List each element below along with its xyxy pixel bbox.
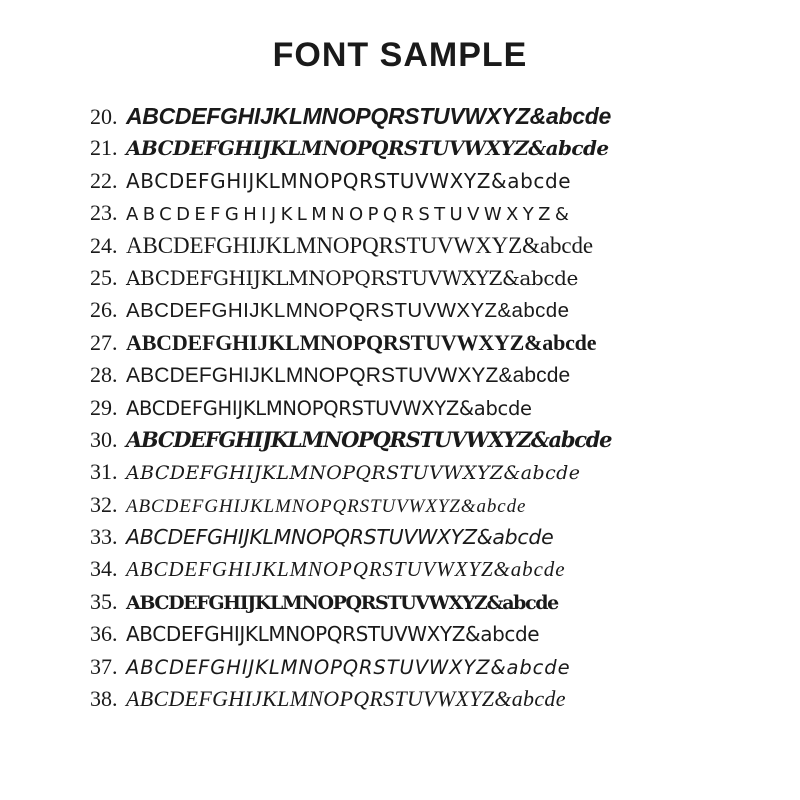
font-sample-row	[90, 294, 730, 326]
sample-text: ABCDEFGHIJKLMNOPQRSTUVWXYZ&abcde	[126, 299, 570, 323]
sample-text: ABCDEFGHIJKLMNOPQRSTUVWXYZ&abcde	[126, 232, 593, 258]
sample-text: ABCDEFGHIJKLMNOPQRSTUVWXYZ&	[126, 204, 574, 226]
font-sample-row	[90, 327, 730, 359]
font-sample-row	[90, 230, 730, 262]
font-sample-row	[90, 424, 730, 456]
sample-text: ABCDEFGHIJKLMNOPQRSTUVWXYZ&abcde	[126, 557, 566, 582]
sample-number: 35.	[90, 588, 118, 614]
font-sample-row	[90, 521, 730, 553]
font-sample-row	[90, 197, 730, 229]
sample-number: 32.	[90, 491, 118, 517]
font-sample-row	[90, 100, 730, 132]
sample-number: 22.	[90, 167, 118, 193]
font-sample-list	[90, 100, 730, 715]
sample-text: ABCDEFGHIJKLMNOPQRSTUVWXYZ&abcde	[126, 686, 566, 712]
sample-text: ABCDEFGHIJKLMNOPQRSTUVWXYZ&abcde	[126, 655, 571, 679]
sample-number: 21.	[90, 135, 118, 161]
sample-number: 29.	[90, 394, 118, 420]
sample-text: ABCDEFGHIJKLMNOPQRSTUVWXYZ&abcde	[126, 136, 609, 161]
sample-text: ABCDEFGHIJKLMNOPQRSTUVWXYZ&abcde	[126, 396, 532, 420]
sample-number: 37.	[90, 653, 118, 679]
font-sample-row	[90, 359, 730, 391]
font-sample-row	[90, 262, 730, 294]
font-sample-row	[90, 456, 730, 488]
sample-text: ABCDEFGHIJKLMNOPQRSTUVWXYZ&abcde	[126, 495, 527, 517]
sample-number: 20.	[90, 104, 118, 129]
sample-number: 25.	[90, 264, 118, 290]
sample-text: ABCDEFGHIJKLMNOPQRSTUVWXYZ&abcde	[126, 329, 597, 355]
sample-text: ABCDEFGHIJKLMNOPQRSTUVWXYZ&abcde	[126, 168, 572, 193]
sample-number: 34.	[90, 556, 118, 582]
sample-number: 23.	[90, 200, 118, 226]
font-sample-row	[90, 618, 730, 650]
font-sample-row	[90, 651, 730, 683]
sample-number: 27.	[90, 329, 118, 355]
font-sample-row	[90, 586, 730, 618]
sample-number: 30.	[90, 426, 118, 452]
font-sample-row	[90, 132, 730, 164]
font-sample-row	[90, 553, 730, 585]
sample-text: ABCDEFGHIJKLMNOPQRSTUVWXYZ&abcde	[126, 622, 540, 647]
sample-text: ABCDEFGHIJKLMNOPQRSTUVWXYZ&abcde	[126, 265, 578, 290]
sample-number: 33.	[90, 524, 118, 550]
sample-number: 28.	[90, 362, 118, 388]
sample-text: ABCDEFGHIJKLMNOPQRSTUVWXYZ&abcde	[126, 426, 612, 452]
sample-text: ABCDEFGHIJKLMNOPQRSTUVWXYZ&abcde	[126, 364, 571, 388]
font-sample-row	[90, 489, 730, 521]
sample-number: 31.	[90, 459, 118, 485]
sample-number: 26.	[90, 297, 118, 323]
sample-text: ABCDEFGHIJKLMNOPQRSTUVWXYZ&abcde	[126, 462, 581, 485]
sample-text: ABCDEFGHIJKLMNOPQRSTUVWXYZ&abcde	[126, 525, 554, 550]
sample-number: 24.	[90, 232, 118, 258]
sample-number: 36.	[90, 621, 118, 647]
font-sample-row	[90, 683, 730, 715]
font-sample-row	[90, 165, 730, 197]
font-sample-row	[90, 392, 730, 424]
sample-text: ABCDEFGHIJKLMNOPQRSTUVWXYZ&abcde	[126, 591, 558, 614]
sample-text: ABCDEFGHIJKLMNOPQRSTUVWXYZ&abcde	[126, 103, 611, 129]
sample-number: 38.	[90, 686, 118, 712]
page-title: FONT SAMPLE	[272, 36, 528, 74]
